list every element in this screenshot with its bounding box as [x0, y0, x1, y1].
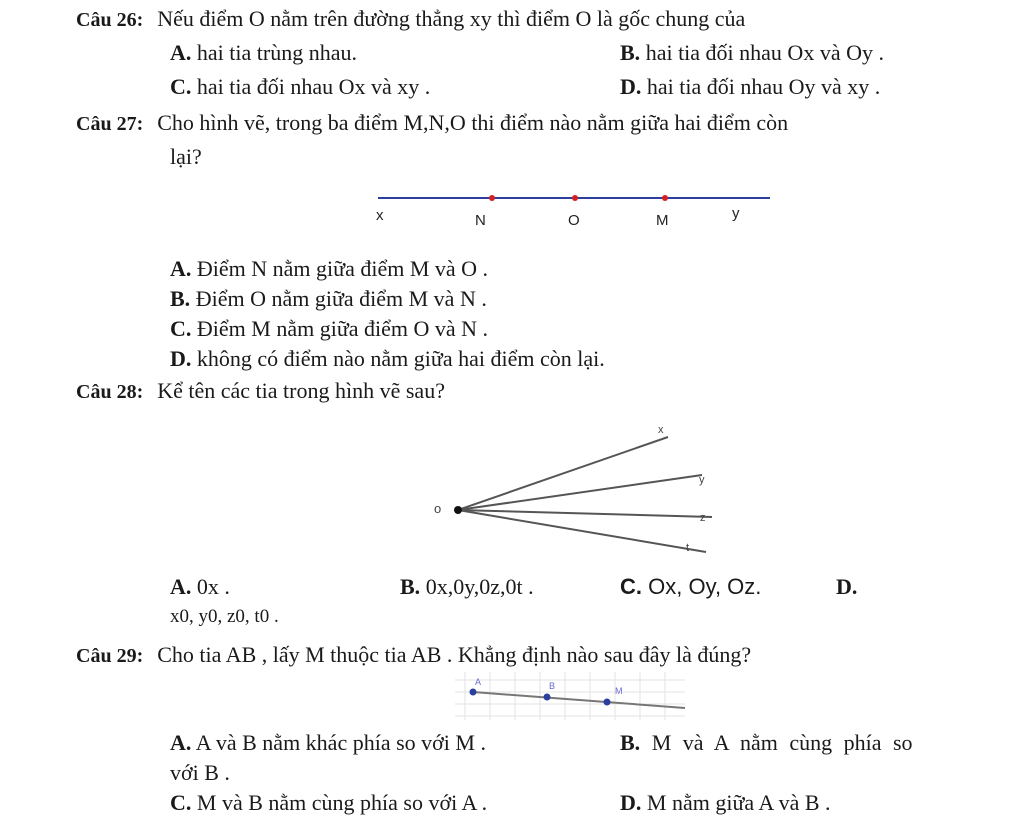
q27-option-c[interactable]: [170, 316, 488, 342]
question-28: [76, 378, 445, 404]
q26-option-d[interactable]: [620, 74, 880, 100]
q27-label-y: y: [732, 205, 740, 222]
question-27-text-1: Cho hình vẽ, trong ba điểm M,N,O thi điểm nào nằm giữa hai điểm còn: [157, 110, 789, 135]
q28-option-c-key: C.: [620, 574, 642, 599]
q26-option-c-text: hai tia đối nhau Ox và xy .: [196, 74, 431, 99]
q27-option-b[interactable]: [170, 286, 487, 312]
q29-option-a-text: A và B nằm khác phía so với M .: [195, 730, 486, 755]
question-29-text: Cho tia AB , lấy M thuộc tia AB . Khẳng định nào sau đây là đúng?: [157, 642, 752, 667]
q26-option-a-text: hai tia trùng nhau.: [196, 40, 357, 65]
q27-label-m: M: [656, 212, 669, 229]
q27-option-b-text: Điểm O nằm giữa điểm M và N .: [195, 286, 487, 311]
q27-option-a-text: Điểm N nằm giữa điểm M và O .: [196, 256, 489, 281]
question-28-text: Kể tên các tia trong hình vẽ sau?: [157, 378, 445, 403]
q29-option-d[interactable]: [620, 790, 831, 816]
q26-option-c-key: C.: [170, 74, 192, 99]
q26-option-b[interactable]: [620, 40, 884, 66]
q26-option-d-key: D.: [620, 74, 642, 99]
q27-label-x: x: [376, 207, 384, 224]
q27-option-d[interactable]: [170, 346, 605, 372]
q29-point-m: [604, 699, 611, 706]
q27-point-o: [572, 195, 578, 201]
q29-point-a: [470, 689, 477, 696]
q29-option-c[interactable]: [170, 790, 487, 816]
q29-grid: [455, 672, 685, 720]
q28-label-y: y: [699, 474, 705, 486]
q27-label-n: N: [475, 212, 486, 229]
q29-option-d-key: D.: [620, 790, 642, 815]
question-27: [76, 110, 788, 136]
question-26-text: Nếu điểm O nằm trên đường thẳng xy thì điểm O là gốc chung của: [157, 6, 746, 31]
q26-option-a[interactable]: [170, 40, 357, 66]
q27-option-a[interactable]: [170, 256, 488, 282]
q28-ray-ox: [458, 437, 668, 510]
question-27-label: Câu 27:: [76, 113, 144, 135]
question-28-label: Câu 28:: [76, 381, 144, 403]
q28-ray-oy: [458, 475, 702, 510]
q29-option-b-key: B.: [620, 730, 641, 755]
q26-option-d-text: hai tia đối nhau Oy và xy .: [646, 74, 881, 99]
q29-option-b-text: M và A nằm cùng phía so: [651, 730, 913, 755]
q28-option-c[interactable]: [620, 574, 761, 600]
q29-label-b: B: [549, 681, 556, 691]
q26-option-c[interactable]: [170, 74, 430, 100]
q27-point-m: [662, 195, 668, 201]
q29-label-m: M: [615, 686, 623, 696]
q29-option-d-text: M nằm giữa A và B .: [646, 790, 831, 815]
question-26-label: Câu 26:: [76, 9, 144, 31]
q26-option-b-text: hai tia đối nhau Ox và Oy .: [645, 40, 884, 65]
q27-figure-line: [360, 180, 780, 240]
q27-option-c-key: C.: [170, 316, 192, 341]
q28-option-a-key: A.: [170, 574, 192, 599]
q29-label-a: A: [475, 677, 482, 687]
q27-label-o: O: [568, 212, 580, 229]
q29-option-b-text-2[interactable]: với B .: [170, 760, 230, 785]
q27-option-c-text: Điểm M nằm giữa điểm O và N .: [196, 316, 489, 341]
q28-label-t: t: [686, 542, 690, 554]
q29-ray-ab: [473, 692, 685, 708]
question-26: [76, 6, 745, 32]
q28-figure-rays: [420, 415, 720, 565]
question-29-label: Câu 29:: [76, 645, 144, 667]
q28-option-d-text[interactable]: x0, y0, z0, t0 .: [170, 606, 279, 627]
q28-option-d-key-line[interactable]: [836, 574, 857, 600]
q26-option-a-key: A.: [170, 40, 192, 65]
q28-option-a-text: 0x .: [196, 574, 230, 599]
q29-figure-ray: [455, 672, 690, 722]
q28-option-d-key: D.: [836, 574, 858, 599]
q29-option-b[interactable]: [620, 730, 913, 756]
q28-option-b-text: 0x,0y,0z,0t .: [425, 574, 534, 599]
q28-label-x: x: [658, 424, 664, 436]
q27-option-d-text: không có điểm nào nằm giữa hai điểm còn lại.: [196, 346, 605, 371]
q29-option-a-key: A.: [170, 730, 192, 755]
q29-point-b: [544, 694, 551, 701]
q28-option-c-text: Ox, Oy, Oz.: [648, 574, 762, 599]
question-27-text-2: lại?: [170, 144, 202, 169]
q29-option-c-text: M và B nằm cùng phía so với A .: [196, 790, 488, 815]
q28-label-o: o: [434, 501, 442, 516]
q27-option-b-key: B.: [170, 286, 191, 311]
question-29: [76, 642, 751, 668]
q27-option-a-key: A.: [170, 256, 192, 281]
q28-option-b[interactable]: [400, 574, 534, 600]
q28-option-a[interactable]: [170, 574, 230, 600]
q28-label-z: z: [700, 512, 706, 524]
q29-option-a[interactable]: [170, 730, 486, 756]
q28-option-b-key: B.: [400, 574, 421, 599]
q27-option-d-key: D.: [170, 346, 192, 371]
q28-point-o: [454, 506, 462, 514]
q26-option-b-key: B.: [620, 40, 641, 65]
q27-point-n: [489, 195, 495, 201]
q29-option-c-key: C.: [170, 790, 192, 815]
